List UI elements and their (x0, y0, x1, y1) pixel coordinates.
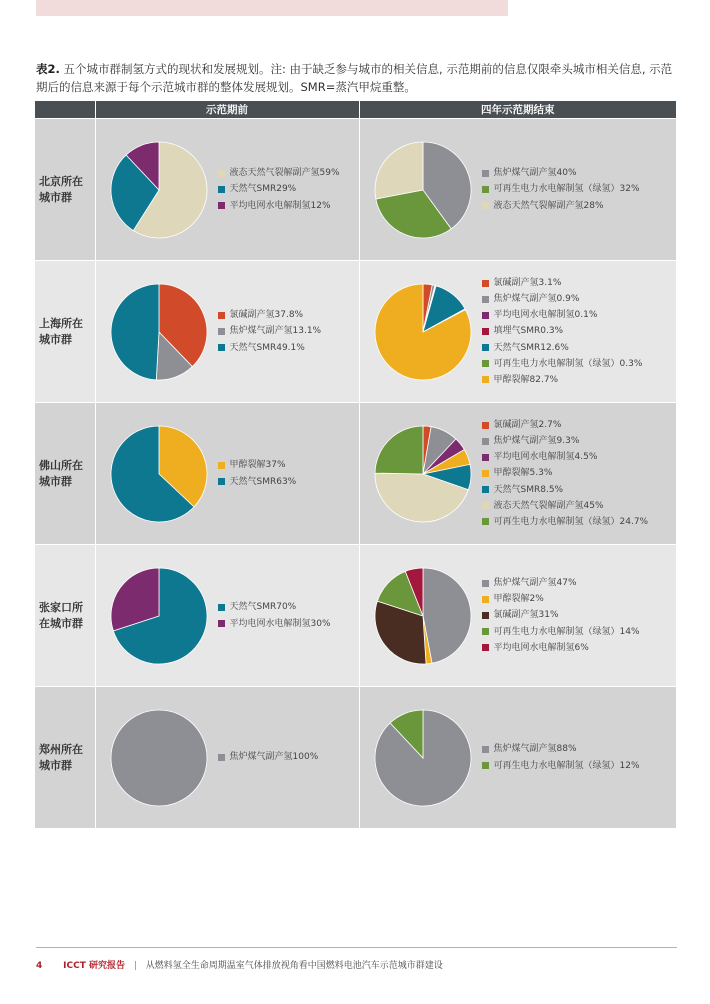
legend-percent: 28% (583, 200, 604, 211)
legend-swatch (482, 502, 489, 509)
legend-swatch (218, 462, 225, 469)
legend-swatch (482, 746, 489, 753)
before-pie-slice (111, 284, 159, 380)
legend-percent: 13.1% (292, 326, 322, 337)
legend-label: 天然气SMR (493, 342, 541, 353)
legend-swatch (218, 620, 225, 627)
table-row (35, 403, 676, 545)
before-pie-chart (110, 567, 208, 665)
legend-label: 可再生电力水电解制氢（绿氢） (493, 760, 620, 771)
after-chart-container (360, 261, 677, 402)
after-pie-slice (423, 568, 471, 663)
legend-label: 可再生电力水电解制氢（绿氢） (493, 184, 620, 195)
legend-percent: 47% (556, 578, 577, 589)
before-demo-cell (95, 687, 359, 829)
legend-label: 平均电网水电解制氢 (229, 200, 311, 211)
legend-percent: 29% (276, 184, 297, 195)
after-legend (482, 545, 640, 686)
legend-swatch (482, 202, 489, 209)
page-footer (36, 958, 443, 971)
legend-swatch (482, 360, 489, 367)
legend-item (482, 465, 649, 481)
legend-percent: 12% (619, 760, 640, 771)
before-demo-cell (95, 545, 359, 687)
before-demo-cell (95, 119, 359, 261)
before-demo-cell (95, 261, 359, 403)
legend-label: 焦炉煤气副产氢 (493, 168, 557, 179)
legend-label: 可再生电力水电解制氢（绿氢） (493, 516, 620, 527)
legend-percent: 70% (276, 602, 297, 613)
legend-label: 甲醇裂解 (493, 594, 530, 605)
legend-label: 焦炉煤气副产氢 (493, 744, 557, 755)
legend-label: 焦炉煤气副产氢 (493, 294, 557, 305)
legend-swatch (218, 186, 225, 193)
legend-item (218, 198, 340, 214)
legend-percent: 0.1% (574, 310, 598, 321)
legend-percent: 14% (619, 626, 640, 637)
after-legend (482, 119, 640, 260)
legend-swatch (218, 312, 225, 319)
legend-percent: 82.7% (529, 374, 559, 385)
before-demo-cell (95, 403, 359, 545)
legend-swatch (218, 202, 225, 209)
legend-label: 平均电网水电解制氢 (493, 642, 575, 653)
legend-percent: 49.1% (276, 342, 305, 353)
legend-label: 焦炉煤气副产氢 (229, 752, 293, 763)
footer-org: ICCT 研究报告 (63, 961, 125, 971)
row-header-cell (35, 687, 95, 829)
legend-label: 天然气SMR (493, 484, 541, 495)
legend-item (218, 616, 331, 632)
legend-percent: 32% (619, 184, 640, 195)
legend-item (482, 741, 640, 757)
legend-label: 甲醇裂解 (493, 374, 530, 385)
region-label: 佛山所在 城市群 (39, 458, 83, 488)
legend-percent: 5.3% (529, 468, 553, 479)
legend-swatch (482, 328, 489, 335)
legend-label: 平均电网水电解制氢 (493, 452, 575, 463)
legend-label: 焦炉煤气副产氢 (229, 326, 293, 337)
before-chart-container (96, 687, 359, 828)
legend-item (218, 474, 297, 490)
legend-label: 天然气SMR (229, 476, 277, 487)
legend-swatch (218, 170, 225, 177)
after-demo-cell (359, 687, 676, 829)
region-label: 张家口所 在城市群 (39, 600, 83, 630)
region-label: 北京所在 城市群 (39, 174, 83, 204)
legend-label: 焦炉煤气副产氢 (493, 578, 557, 589)
table-caption-label: 表2. (36, 62, 60, 76)
legend-percent: 3.1% (538, 278, 562, 289)
header-after-demo: 四年示范期结束 (359, 101, 676, 119)
legend-label: 天然气SMR (229, 342, 277, 353)
before-pie-chart (110, 283, 208, 381)
after-demo-cell (359, 545, 676, 687)
before-legend (218, 261, 322, 402)
legend-swatch (482, 762, 489, 769)
table-row (35, 119, 676, 261)
hydrogen-production-table (35, 101, 676, 828)
legend-percent: 37.8% (274, 310, 304, 321)
legend-percent: 30% (310, 618, 331, 629)
legend-swatch (482, 170, 489, 177)
legend-item (482, 165, 640, 181)
legend-label: 平均电网水电解制氢 (229, 618, 311, 629)
legend-swatch (218, 328, 225, 335)
legend-label: 液态天然气裂解副产氢 (493, 200, 584, 211)
row-header-cell (35, 119, 95, 261)
footer-divider (36, 947, 677, 948)
table-row (35, 687, 676, 829)
legend-swatch (482, 344, 489, 351)
legend-percent: 12.6% (540, 342, 569, 353)
footer-title: 从燃料氢全生命周期温室气体排放视角看中国燃料电池汽车示范城市群建设 (145, 961, 443, 971)
legend-swatch (482, 644, 489, 651)
legend-item (482, 758, 640, 774)
after-demo-cell (359, 261, 676, 403)
legend-label: 液态天然气裂解副产氢 (493, 500, 584, 511)
legend-label: 填埋气SMR (493, 326, 541, 337)
legend-percent: 31% (538, 610, 559, 621)
header-corner (35, 101, 95, 119)
legend-item (218, 181, 340, 197)
before-pie-chart (110, 141, 208, 239)
after-pie-chart (374, 141, 472, 239)
legend-swatch (482, 312, 489, 319)
legend-item (218, 307, 322, 323)
legend-swatch (482, 628, 489, 635)
legend-percent: 6% (574, 642, 589, 653)
legend-swatch (218, 604, 225, 611)
legend-percent: 63% (276, 476, 297, 487)
legend-percent: 24.7% (619, 516, 649, 527)
before-chart-container (96, 119, 359, 260)
legend-swatch (482, 296, 489, 303)
after-chart-container (360, 119, 677, 260)
legend-swatch (482, 438, 489, 445)
after-demo-cell (359, 119, 676, 261)
after-pie-slice (374, 142, 422, 199)
legend-label: 氯碱副产氢 (493, 420, 539, 431)
legend-percent: 8.5% (540, 484, 564, 495)
legend-swatch (482, 612, 489, 619)
before-legend (218, 545, 331, 686)
legend-label: 焦炉煤气副产氢 (493, 436, 557, 447)
before-legend (218, 119, 340, 260)
legend-swatch (482, 280, 489, 287)
legend-label: 氯碱副产氢 (493, 278, 539, 289)
legend-item (482, 640, 640, 656)
after-demo-cell (359, 403, 676, 545)
legend-swatch (482, 580, 489, 587)
legend-item (482, 291, 643, 307)
before-pie-chart (110, 425, 208, 523)
legend-percent: 2.7% (538, 420, 562, 431)
legend-item (218, 323, 322, 339)
before-legend (218, 403, 297, 544)
legend-percent: 100% (292, 752, 319, 763)
legend-item (482, 181, 640, 197)
legend-item (482, 591, 640, 607)
legend-label: 平均电网水电解制氢 (493, 310, 575, 321)
legend-item (482, 417, 649, 433)
legend-swatch (482, 454, 489, 461)
legend-item (218, 340, 322, 356)
after-legend (482, 687, 640, 828)
legend-percent: 0.3% (540, 326, 564, 337)
legend-item (482, 449, 649, 465)
legend-item (482, 372, 643, 388)
legend-item (482, 433, 649, 449)
legend-item (218, 165, 340, 181)
legend-item (218, 457, 297, 473)
before-chart-container (96, 403, 359, 544)
table-body (35, 119, 676, 829)
legend-label: 天然气SMR (229, 184, 277, 195)
legend-percent: 0.3% (619, 358, 643, 369)
after-chart-container (360, 403, 677, 544)
legend-percent: 0.9% (556, 294, 580, 305)
legend-swatch (218, 754, 225, 761)
legend-percent: 45% (583, 500, 604, 511)
legend-swatch (482, 518, 489, 525)
table-row (35, 545, 676, 687)
legend-percent: 9.3% (556, 436, 580, 447)
after-legend (482, 403, 649, 544)
legend-item (482, 498, 649, 514)
after-pie-chart (374, 425, 472, 523)
legend-swatch (482, 486, 489, 493)
legend-label: 甲醇裂解 (229, 460, 266, 471)
row-header-cell (35, 403, 95, 545)
legend-label: 氯碱副产氢 (229, 310, 275, 321)
legend-label: 可再生电力水电解制氢（绿氢） (493, 626, 620, 637)
before-chart-container (96, 545, 359, 686)
table-caption (36, 60, 678, 96)
legend-percent: 40% (556, 168, 577, 179)
legend-item (482, 514, 649, 530)
legend-item (482, 607, 640, 623)
row-header-cell (35, 261, 95, 403)
legend-label: 液态天然气裂解副产氢 (229, 168, 320, 179)
table-row (35, 261, 676, 403)
legend-item (218, 599, 331, 615)
legend-swatch (482, 186, 489, 193)
after-pie-slice (375, 426, 423, 474)
before-pie-slice (111, 710, 207, 806)
legend-swatch (482, 376, 489, 383)
legend-percent: 2% (529, 594, 544, 605)
after-pie-chart (374, 709, 472, 807)
legend-swatch (218, 344, 225, 351)
legend-item (482, 575, 640, 591)
legend-percent: 59% (319, 168, 340, 179)
page-number: 4 (36, 961, 43, 971)
legend-percent: 4.5% (574, 452, 598, 463)
legend-swatch (482, 596, 489, 603)
legend-item (482, 323, 643, 339)
legend-item (482, 275, 643, 291)
legend-item (482, 340, 643, 356)
after-chart-container (360, 545, 677, 686)
table-caption-text: 五个城市群制氢方式的现状和发展规划。注: 由于缺乏参与城市的相关信息, 示范期前的信息仅限牵头城市相关信息, 示范期后的信息来源于每个示范城市群的整体发展规划。SMR=蒸汽甲烷重整。 (36, 62, 673, 94)
region-label: 上海所在 城市群 (39, 316, 83, 346)
after-legend (482, 261, 643, 402)
legend-label: 天然气SMR (229, 602, 277, 613)
legend-item (482, 307, 643, 323)
legend-label: 氯碱副产氢 (493, 610, 539, 621)
legend-item (482, 198, 640, 214)
after-pie-chart (374, 283, 472, 381)
legend-item (482, 482, 649, 498)
table-header-row (35, 101, 676, 119)
header-before-demo: 示范期前 (95, 101, 359, 119)
row-header-cell (35, 545, 95, 687)
before-pie-chart (110, 709, 208, 807)
legend-swatch (482, 470, 489, 477)
legend-swatch (218, 478, 225, 485)
before-legend (218, 687, 319, 828)
region-label: 郑州所在 城市群 (39, 742, 83, 772)
legend-label: 甲醇裂解 (493, 468, 530, 479)
top-decorative-band (36, 0, 508, 16)
after-chart-container (360, 687, 677, 828)
legend-item (218, 749, 319, 765)
before-chart-container (96, 261, 359, 402)
legend-percent: 88% (556, 744, 577, 755)
legend-label: 可再生电力水电解制氢（绿氢） (493, 358, 620, 369)
legend-item (482, 624, 640, 640)
legend-swatch (482, 422, 489, 429)
after-pie-chart (374, 567, 472, 665)
footer-separator: | (133, 961, 137, 971)
legend-percent: 37% (265, 460, 286, 471)
legend-percent: 12% (310, 200, 331, 211)
legend-item (482, 356, 643, 372)
